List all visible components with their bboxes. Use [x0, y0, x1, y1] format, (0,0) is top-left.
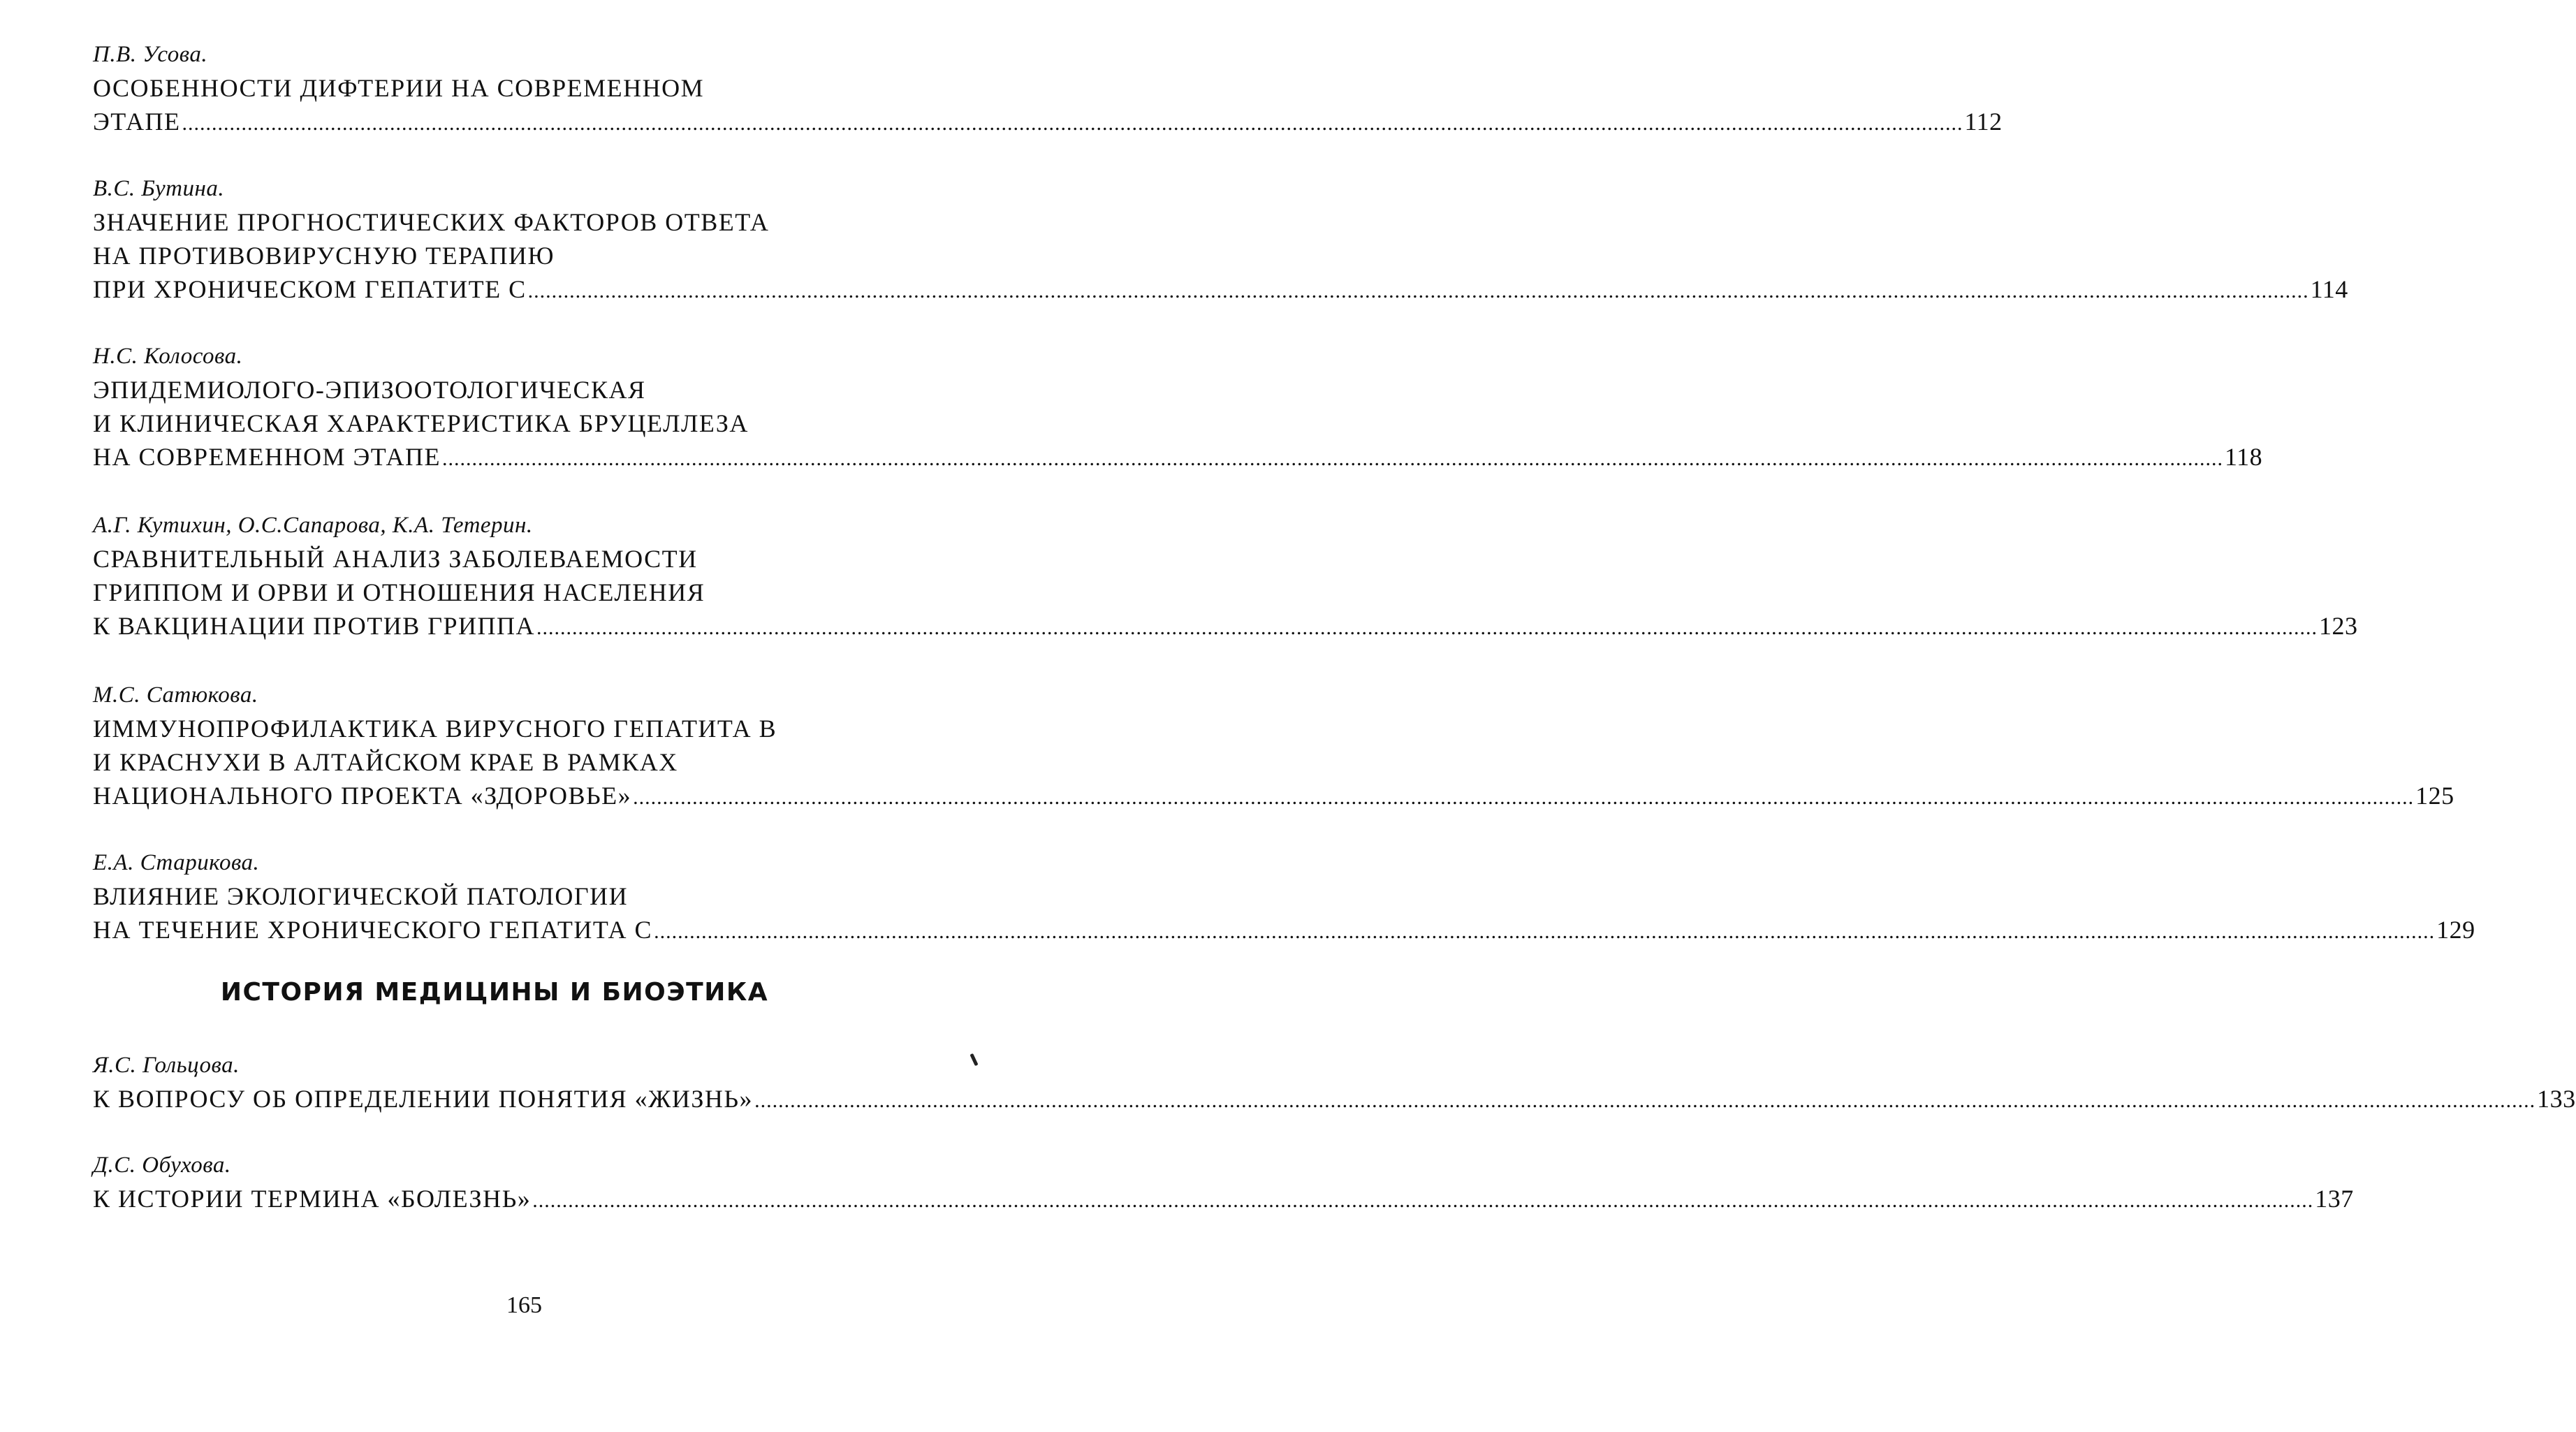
toc-entry [93, 41, 2003, 138]
toc-entry [93, 681, 2454, 812]
toc-entry [93, 1151, 2354, 1215]
dot-leader: ............................................................................................................................................................................................................................................................................................................ [536, 616, 2318, 639]
entry-title-last-line [93, 609, 2358, 643]
entry-page-number: 118 [2224, 443, 2263, 471]
entry-page-number: 114 [2310, 275, 2348, 303]
dot-leader: ............................................................................................................................................................................................................................................................................................................ [182, 112, 1963, 135]
entry-title-text: ЭТАПЕ [93, 108, 181, 136]
entry-author: Н.С. Колосова. [93, 344, 243, 369]
toc-entry [93, 511, 2358, 643]
entry-page-number: 133 [2537, 1085, 2576, 1113]
entry-author: П.В. Усова. [93, 42, 208, 67]
dot-leader: ............................................................................................................................................................................................................................................................................................................ [754, 1089, 2536, 1112]
entry-title-line: ОСОБЕННОСТИ ДИФТЕРИИ НА СОВРЕМЕННОМ [93, 74, 705, 102]
entry-title-line: ЗНАЧЕНИЕ ПРОГНОСТИЧЕСКИХ ФАКТОРОВ ОТВЕТА [93, 208, 770, 236]
toc-entry [93, 849, 2475, 947]
entry-page-number: 123 [2319, 612, 2358, 640]
entry-author: Е.А. Старикова. [93, 850, 260, 875]
entry-page-number: 112 [1964, 108, 2003, 136]
entry-title-text: К ВОПРОСУ ОБ ОПРЕДЕЛЕНИИ ПОНЯТИЯ «ЖИЗНЬ» [93, 1085, 754, 1113]
entry-author: Я.С. Гольцова. [93, 1053, 240, 1078]
entry-author: А.Г. Кутихин, О.С.Сапарова, К.А. Тетерин. [93, 513, 533, 538]
entry-page-number: 125 [2415, 782, 2454, 810]
entry-title-line: НА ПРОТИВОВИРУСНУЮ ТЕРАПИЮ [93, 242, 555, 270]
entry-title-last-line [93, 1082, 2576, 1116]
scan-speck [969, 1053, 978, 1066]
entry-title-text: НАЦИОНАЛЬНОГО ПРОЕКТА «ЗДОРОВЬЕ» [93, 782, 632, 810]
entry-title-text: НА СОВРЕМЕННОМ ЭТАПЕ [93, 443, 441, 471]
toc-entry [93, 1051, 2576, 1116]
entry-title-line: ЭПИДЕМИОЛОГО-ЭПИЗООТОЛОГИЧЕСКАЯ [93, 376, 646, 404]
dot-leader: ............................................................................................................................................................................................................................................................................................................ [633, 786, 2415, 809]
entry-title-last-line [93, 440, 2263, 474]
entry-title-text: К ВАКЦИНАЦИИ ПРОТИВ ГРИППА [93, 612, 536, 640]
entry-title-text: НА ТЕЧЕНИЕ ХРОНИЧЕСКОГО ГЕПАТИТА С [93, 916, 653, 944]
entry-author: В.С. Бутина. [93, 176, 225, 201]
entry-title-last-line [93, 779, 2454, 812]
dot-leader: ............................................................................................................................................................................................................................................................................................................ [654, 920, 2436, 943]
entry-title-line: ИММУНОПРОФИЛАКТИКА ВИРУСНОГО ГЕПАТИТА В [93, 715, 777, 743]
entry-author: Д.С. Обухова. [93, 1153, 231, 1178]
entry-title-text: К ИСТОРИИ ТЕРМИНА «БОЛЕЗНЬ» [93, 1185, 532, 1213]
toc-entry [93, 175, 2348, 306]
entry-title-last-line [93, 272, 2348, 306]
entry-title-line: СРАВНИТЕЛЬНЫЙ АНАЛИЗ ЗАБОЛЕВАЕМОСТИ [93, 545, 698, 573]
toc-entry [93, 342, 2263, 474]
dot-leader: ............................................................................................................................................................................................................................................................................................................ [532, 1189, 2314, 1212]
dot-leader: ............................................................................................................................................................................................................................................................................................................ [527, 279, 2309, 302]
entry-title-line: И КРАСНУХИ В АЛТАЙСКОМ КРАЕ В РАМКАХ [93, 748, 678, 776]
entry-title-line: ВЛИЯНИЕ ЭКОЛОГИЧЕСКОЙ ПАТОЛОГИИ [93, 882, 629, 910]
entry-page-number: 137 [2315, 1185, 2354, 1213]
entry-title-line: И КЛИНИЧЕСКАЯ ХАРАКТЕРИСТИКА БРУЦЕЛЛЕЗА [93, 409, 749, 437]
entry-title-last-line [93, 913, 2475, 947]
entry-title-last-line [93, 1182, 2354, 1215]
entry-title-last-line [93, 105, 2003, 138]
entry-title-line: ГРИППОМ И ОРВИ И ОТНОШЕНИЯ НАСЕЛЕНИЯ [93, 578, 705, 606]
entry-page-number: 129 [2436, 916, 2475, 944]
section-heading: ИСТОРИЯ МЕДИЦИНЫ И БИОЭТИКА [220, 978, 769, 1007]
page-number: 165 [506, 1292, 542, 1318]
dot-leader: ............................................................................................................................................................................................................................................................................................................ [441, 447, 2223, 470]
entry-author: М.С. Сатюкова. [93, 682, 258, 708]
entry-title-text: ПРИ ХРОНИЧЕСКОМ ГЕПАТИТЕ С [93, 275, 527, 303]
